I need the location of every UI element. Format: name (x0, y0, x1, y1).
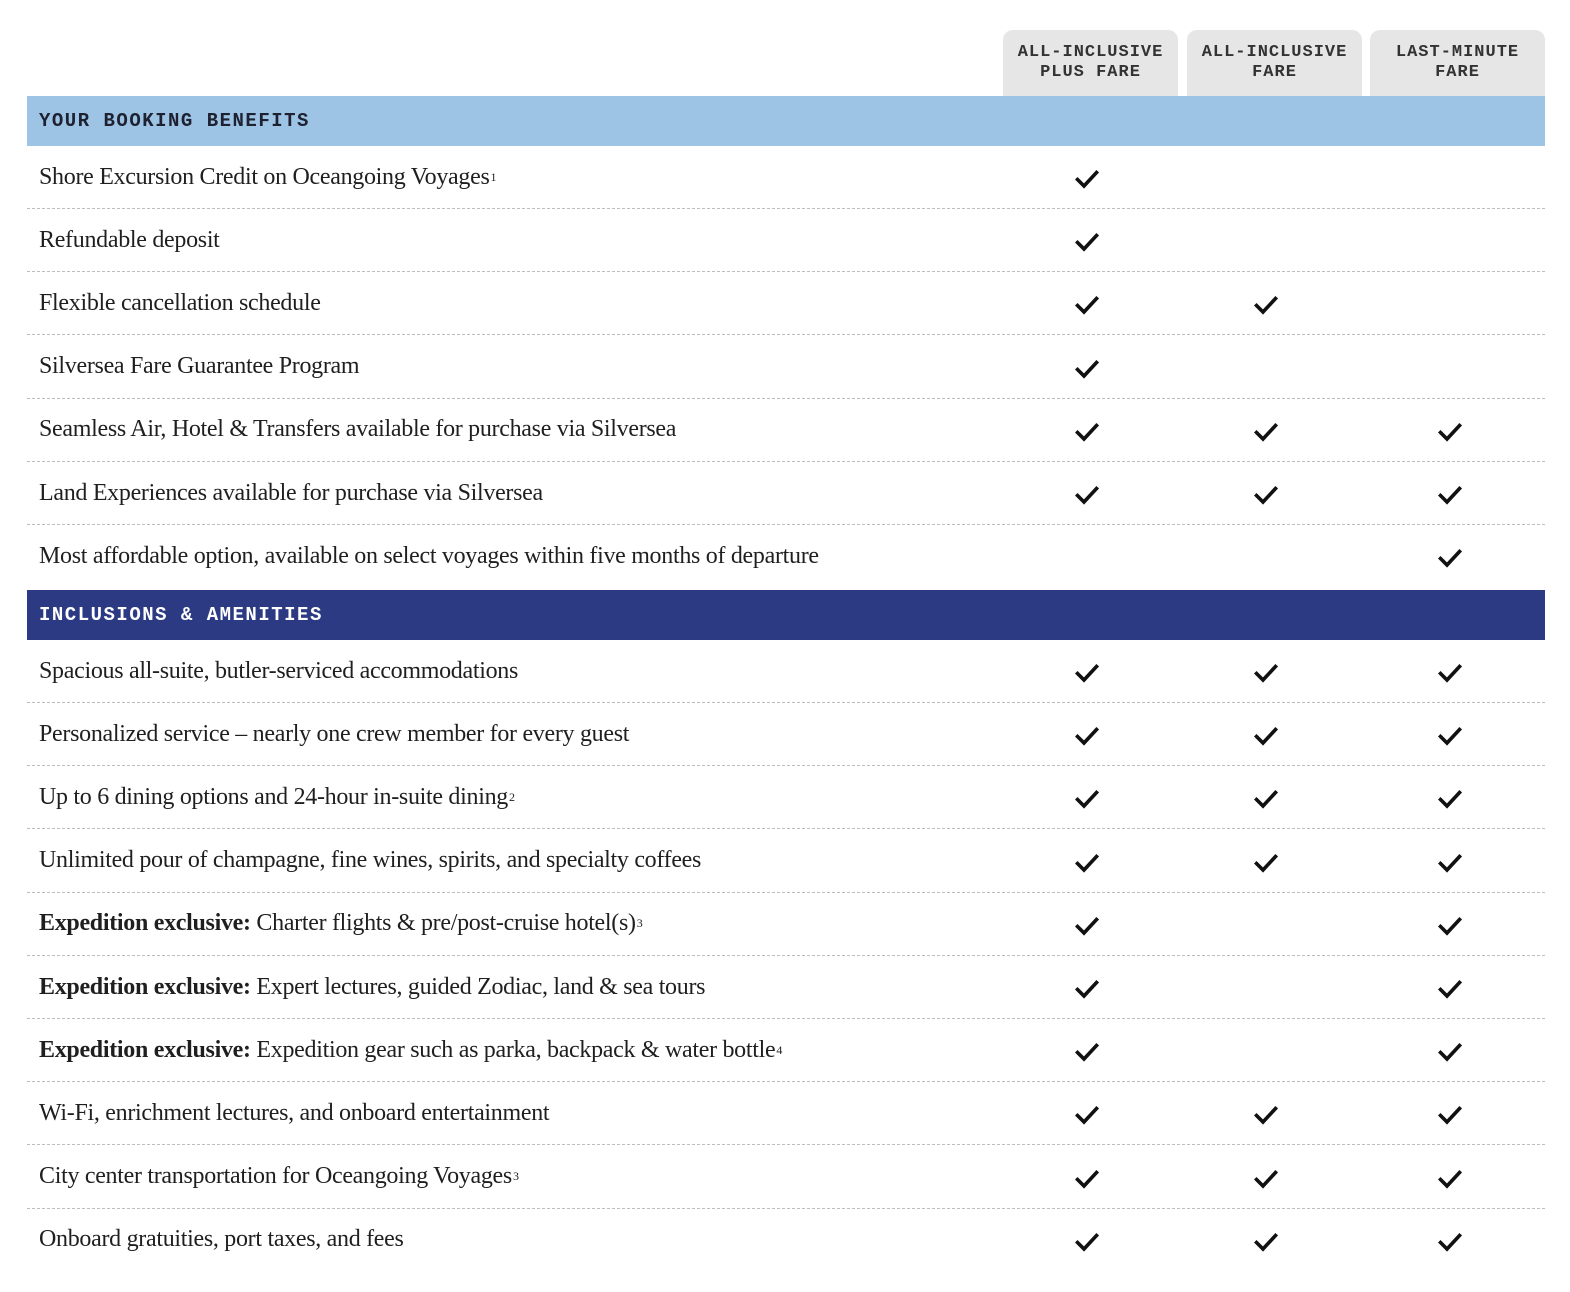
row-label-text: Expedition gear such as parka, backpack & water bottle (256, 1036, 776, 1063)
checkmark-icon (1254, 1169, 1278, 1189)
row-label (39, 956, 705, 1018)
checkmark-icon (1438, 979, 1462, 999)
table-row (27, 703, 1545, 766)
row-label-text: Personalized service – nearly one crew member for every guest (39, 720, 630, 747)
checkmark-icon (1438, 853, 1462, 873)
row-label-emphasis: Expedition exclusive: (39, 973, 257, 1000)
table-row (27, 399, 1545, 462)
section-header-inclusions-amenities: INCLUSIONS & AMENITIES (27, 590, 1545, 640)
row-label (39, 893, 642, 955)
row-label-text: Land Experiences available for purchase via Silversea (39, 479, 543, 506)
checkmark-icon (1438, 663, 1462, 683)
checkmark-icon (1075, 232, 1099, 252)
row-label (39, 766, 515, 828)
checkmark-icon (1438, 485, 1462, 505)
row-label-text: Flexible cancellation schedule (39, 289, 321, 316)
column-header-last-minute-fare: LAST-MINUTE FARE (1370, 30, 1545, 96)
checkmark-icon (1075, 422, 1099, 442)
table-row (27, 830, 1545, 893)
row-label-text: Most affordable option, available on select voyages within five months of departure (39, 542, 819, 569)
row-label (39, 703, 629, 765)
row-label-text: Silversea Fare Guarantee Program (39, 353, 360, 380)
checkmark-icon (1075, 1169, 1099, 1189)
column-header-all-inclusive-plus-fare: ALL-INCLUSIVE PLUS FARE (1003, 30, 1178, 96)
footnote-marker: 3 (636, 916, 643, 931)
checkmark-icon (1254, 1232, 1278, 1252)
checkmark-icon (1438, 726, 1462, 746)
footnote-marker: 1 (490, 169, 497, 184)
row-label-emphasis: Expedition exclusive: (39, 910, 257, 937)
checkmark-icon (1075, 979, 1099, 999)
checkmark-icon (1075, 295, 1099, 315)
table-row (27, 1082, 1545, 1145)
checkmark-icon (1075, 485, 1099, 505)
row-label (39, 272, 321, 334)
checkmark-icon (1075, 169, 1099, 189)
footnote-marker: 3 (512, 1169, 519, 1184)
checkmark-icon (1254, 485, 1278, 505)
checkmark-icon (1438, 1042, 1462, 1062)
checkmark-icon (1075, 726, 1099, 746)
row-label (39, 525, 819, 587)
row-label (39, 146, 496, 208)
table-row (27, 462, 1545, 525)
checkmark-icon (1254, 422, 1278, 442)
checkmark-icon (1075, 853, 1099, 873)
checkmark-icon (1254, 853, 1278, 873)
section-header-booking-benefits: YOUR BOOKING BENEFITS (27, 96, 1545, 146)
table-row (27, 1019, 1545, 1082)
table-row (27, 766, 1545, 829)
row-label (39, 1019, 782, 1081)
row-label-text: Shore Excursion Credit on Oceangoing Voyages (39, 163, 490, 190)
row-label-text: Unlimited pour of champagne, fine wines, spirits, and specialty coffees (39, 847, 702, 874)
footnote-marker: 2 (508, 789, 515, 804)
table-row (27, 956, 1545, 1019)
checkmark-icon (1438, 1169, 1462, 1189)
checkmark-icon (1438, 789, 1462, 809)
checkmark-icon (1438, 548, 1462, 568)
checkmark-icon (1075, 916, 1099, 936)
checkmark-icon (1075, 1105, 1099, 1125)
checkmark-icon (1075, 1232, 1099, 1252)
row-label-text: Spacious all-suite, butler-serviced accommodations (39, 657, 519, 684)
row-label (39, 640, 518, 702)
checkmark-icon (1254, 1105, 1278, 1125)
checkmark-icon (1438, 916, 1462, 936)
row-label-text: City center transportation for Oceangoing Voyages (39, 1163, 512, 1190)
checkmark-icon (1254, 726, 1278, 746)
checkmark-icon (1438, 422, 1462, 442)
checkmark-icon (1254, 789, 1278, 809)
row-label (39, 830, 701, 892)
table-row (27, 640, 1545, 703)
table-row (27, 1146, 1545, 1209)
row-label (39, 462, 543, 524)
checkmark-icon (1254, 295, 1278, 315)
table-row (27, 893, 1545, 956)
checkmark-icon (1438, 1105, 1462, 1125)
checkmark-icon (1075, 663, 1099, 683)
footnote-marker: 4 (776, 1042, 783, 1057)
table-row (27, 525, 1545, 588)
table-row (27, 146, 1545, 209)
table-row (27, 336, 1545, 399)
row-label (39, 1082, 549, 1144)
row-label-text: Onboard gratuities, port taxes, and fees (39, 1226, 404, 1253)
table-row (27, 272, 1545, 335)
table-row (27, 1209, 1545, 1272)
row-label (39, 399, 676, 461)
row-label (39, 1209, 404, 1271)
table-row (27, 209, 1545, 272)
row-label (39, 209, 220, 271)
checkmark-icon (1075, 359, 1099, 379)
row-label-text: Wi-Fi, enrichment lectures, and onboard entertainment (39, 1099, 550, 1126)
row-label-text: Charter flights & pre/post-cruise hotel(s) (256, 910, 636, 937)
checkmark-icon (1075, 789, 1099, 809)
row-label-text: Seamless Air, Hotel & Transfers available for purchase via Silversea (39, 416, 677, 443)
row-label-text: Refundable deposit (39, 226, 220, 253)
row-label (39, 1146, 519, 1208)
row-label-text: Up to 6 dining options and 24-hour in-suite dining (39, 783, 508, 810)
column-header-all-inclusive-fare: ALL-INCLUSIVE FARE (1187, 30, 1362, 96)
row-label (39, 336, 359, 398)
row-label-emphasis: Expedition exclusive: (39, 1036, 257, 1063)
row-label-text: Expert lectures, guided Zodiac, land & sea tours (256, 973, 706, 1000)
checkmark-icon (1254, 663, 1278, 683)
checkmark-icon (1075, 1042, 1099, 1062)
checkmark-icon (1438, 1232, 1462, 1252)
